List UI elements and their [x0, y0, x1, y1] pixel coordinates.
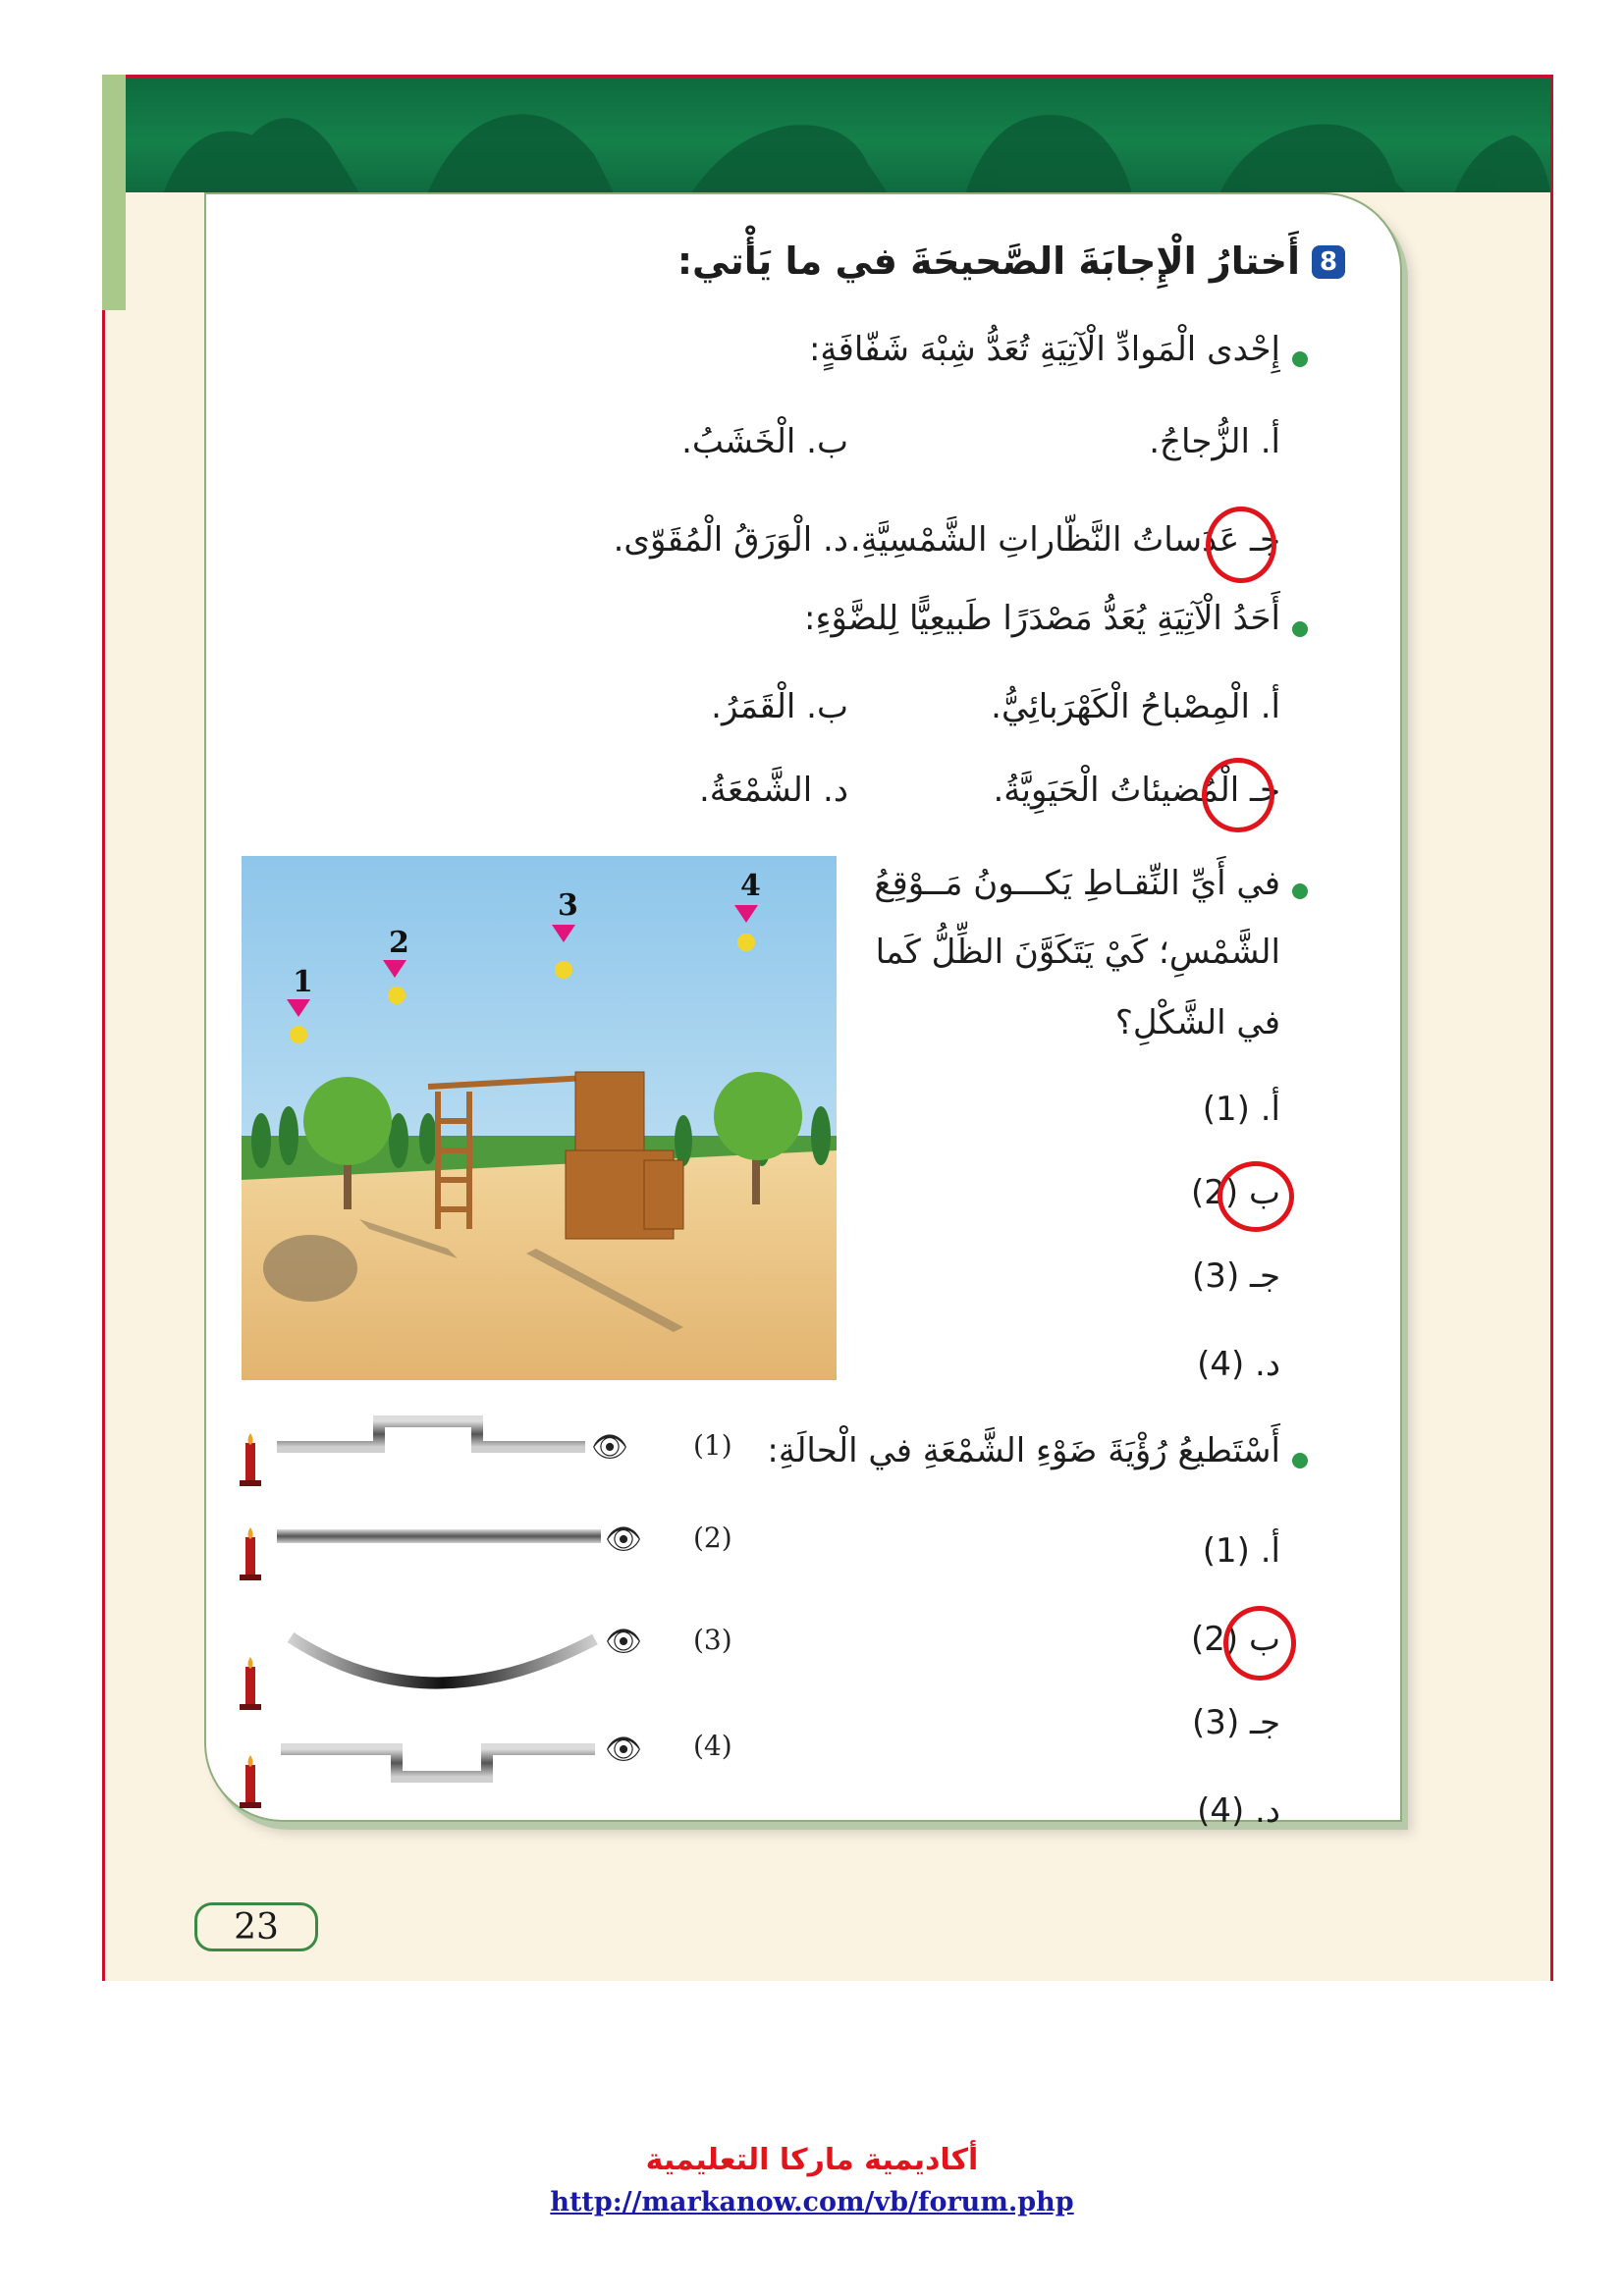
sun-dot-2	[388, 987, 406, 1004]
answer-circle-q2	[1202, 758, 1274, 832]
q3-stem-line1: في أَيِّ النِّقـاطِ يَكـــونُ مَــوْقِعُ	[874, 864, 1280, 903]
q3-option-d[interactable]: د. (4)	[1197, 1345, 1280, 1384]
case-1-bent-tube	[240, 1421, 732, 1486]
answer-circle-q4	[1223, 1606, 1296, 1681]
case-2-straight-tube	[240, 1522, 732, 1580]
marker-label-2: 2	[389, 926, 409, 960]
q3-stem-line2: الشَّمْسِ؛ كَيْ يَتَكَوَّنَ الظِّلُّ كَما	[875, 933, 1280, 972]
top-banner	[102, 75, 1553, 192]
q2-option-b[interactable]: ب. الْقَمَرُ.	[711, 687, 848, 726]
bullet-q1	[1292, 351, 1308, 367]
case-4-step-tube	[240, 1730, 732, 1808]
q3-stem-line3: في الشَّكْلِ؟	[1114, 1003, 1280, 1042]
q4-option-a[interactable]: أ. (1)	[1202, 1531, 1280, 1571]
case-label-3: (3)	[693, 1624, 732, 1656]
sun-dot-3	[555, 961, 572, 979]
q1-option-c[interactable]: جـ عَدَساتُ النَّظّاراتِ الشَّمْسِيَّةِ.	[850, 520, 1280, 560]
q4-stem: أَسْتَطيعُ رُؤْيَةَ ضَوْءِ الشَّمْعَةِ في الْحالَةِ:	[767, 1431, 1280, 1470]
tree-canopy-right	[714, 1072, 802, 1160]
q4-option-d[interactable]: د. (4)	[1197, 1791, 1280, 1831]
answer-circle-q3	[1218, 1161, 1294, 1232]
question-title: أَختارُ الْإِجابَةَ الصَّحيحَةَ في ما يَأْتي:	[677, 240, 1300, 283]
q4-option-c[interactable]: جـ (3)	[1192, 1703, 1280, 1742]
q4-option-b[interactable]: ب (2)	[1191, 1620, 1280, 1659]
footer-forum-link[interactable]: http://markanow.com/vb/forum.php	[550, 2187, 1074, 2217]
eye-icon-3: 👁	[605, 1625, 643, 1659]
q2-option-a[interactable]: أ. الْمِصْباحُ الْكَهْرَبائِيُّ.	[991, 687, 1280, 726]
eye-icon-2: 👁	[605, 1522, 643, 1557]
banner-light-edge	[102, 75, 126, 310]
q1-stem: إِحْدى الْمَوادِّ الْآتِيَةِ تُعَدُّ شِبْهَ شَفّافَةٍ:	[808, 330, 1280, 369]
candle-tube-diagrams	[232, 1404, 782, 1836]
q1-option-a[interactable]: أ. الزُّجاجُ.	[1149, 422, 1280, 461]
candle-4	[240, 1755, 261, 1808]
candle-1	[240, 1433, 261, 1486]
q3-option-c[interactable]: جـ (3)	[1192, 1256, 1280, 1296]
eye-icon-1: 👁	[591, 1430, 629, 1465]
candle-3	[240, 1657, 261, 1710]
q3-option-b[interactable]: ب (2)	[1191, 1173, 1280, 1212]
q2-option-c[interactable]: جـ الْمُضيئاتُ الْحَيَوِيَّةُ.	[993, 771, 1280, 810]
question-number-badge: 8	[1312, 245, 1345, 279]
q2-option-d[interactable]: د. الشَّمْعَةُ.	[699, 771, 848, 810]
bullet-q3	[1292, 883, 1308, 899]
sun-dot-4	[737, 934, 755, 951]
marker-label-1: 1	[293, 965, 313, 999]
page-number: 23	[194, 1902, 318, 1951]
candle-2	[240, 1527, 261, 1580]
bullet-q4	[1292, 1453, 1308, 1468]
footer-academy-name: أكاديمية ماركا التعليمية	[645, 2143, 979, 2177]
marker-label-4: 4	[740, 869, 761, 903]
marker-label-3: 3	[558, 888, 578, 923]
sun-dot-1	[290, 1026, 307, 1043]
q1-option-b[interactable]: ب. الْخَشَبُ.	[681, 422, 848, 461]
tree-shadow	[263, 1235, 357, 1302]
banner-animal-pattern	[105, 78, 1550, 192]
bullet-q2	[1292, 621, 1308, 637]
q1-option-d[interactable]: د. الْوَرَقُ الْمُقَوّى.	[613, 520, 848, 560]
case-label-1: (1)	[693, 1429, 732, 1462]
case-label-4: (4)	[693, 1730, 732, 1762]
playground-scene	[242, 856, 837, 1380]
case-3-curved-tube	[240, 1624, 732, 1710]
eye-icon-4: 👁	[605, 1733, 643, 1767]
answer-circle-q1	[1206, 507, 1276, 583]
case-label-2: (2)	[693, 1522, 732, 1554]
tree-canopy-left	[303, 1077, 392, 1165]
q2-stem: أَحَدُ الْآتِيَةِ يُعَدُّ مَصْدَرًا طَبيعِيًّا لِلضَّوْءِ:	[804, 599, 1280, 638]
q3-option-a[interactable]: أ. (1)	[1202, 1090, 1280, 1129]
